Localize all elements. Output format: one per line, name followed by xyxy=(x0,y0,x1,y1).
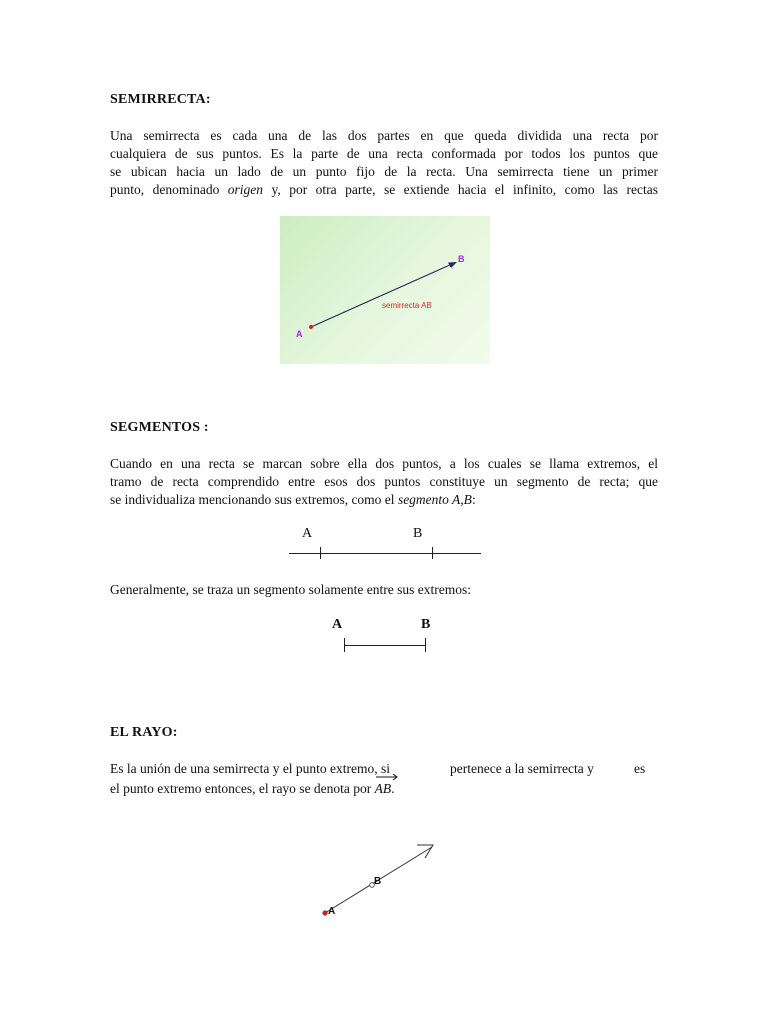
paragraph-line xyxy=(110,780,670,798)
paragraph-line xyxy=(110,181,658,199)
segment-tick-b xyxy=(425,638,426,652)
semirrecta-line xyxy=(311,264,452,327)
text-fragment: es xyxy=(634,761,646,776)
paragraph-line xyxy=(110,491,658,509)
rayo-heading: EL RAYO: xyxy=(110,725,178,740)
paragraph-line: Generalmente, se traza un segmento solamente entre sus extremos: xyxy=(110,582,471,597)
semirrecta-diagram xyxy=(280,216,490,364)
text-fragment: Es la unión de una semirrecta y el punto extremo, si xyxy=(110,761,391,776)
paragraph-line: cualquiera de sus puntos. Es la parte de una recta conformada por todos los puntos que xyxy=(110,146,658,161)
text-fragment: el punto extremo entonces, el rayo se denota por xyxy=(110,781,372,796)
paragraph-line: tramo de recta comprendido entre esos dos puntos constituye un segmento de recta; que xyxy=(110,474,658,489)
semirrecta-heading: SEMIRRECTA: xyxy=(110,92,211,107)
segment-tick-a xyxy=(320,547,321,559)
rayo-figure xyxy=(310,835,450,930)
text-fragment: y, por otra parte, se extiende hacia el infinito, como las rectas xyxy=(263,182,658,197)
text-fragment: : xyxy=(471,492,476,507)
segment-label-a: A xyxy=(302,526,313,541)
paragraph-line: Cuando en una recta se marcan sobre ella dos puntos, a los cuales se llama extremos, el xyxy=(110,456,658,471)
ray-notation xyxy=(374,780,395,798)
segment-label-b: B xyxy=(413,526,423,541)
paragraph-line: Una semirrecta es cada una de las dos partes en que queda dividida una recta por xyxy=(110,128,658,143)
segment-only-figure xyxy=(330,617,440,657)
segment-baseline xyxy=(344,645,425,646)
origen-term: origen xyxy=(227,182,264,197)
segment-ab-term: segmento A,B xyxy=(397,492,472,507)
point-b-label: B xyxy=(374,876,382,887)
segment-label-b: B xyxy=(421,617,431,632)
semirrecta-caption: semirrecta AB xyxy=(382,301,432,310)
text-fragment: . xyxy=(391,781,395,796)
point-a-dot xyxy=(309,325,313,329)
text-fragment: pertenece a la semirrecta y xyxy=(450,761,594,776)
text-fragment: punto, denominado xyxy=(110,182,228,197)
segmentos-paragraph xyxy=(110,455,658,509)
semirrecta-figure xyxy=(280,216,490,364)
point-b-label: B xyxy=(458,254,465,264)
point-a-label: A xyxy=(328,906,336,917)
segmentos-general-paragraph xyxy=(110,581,658,599)
segment-tick-b xyxy=(432,547,433,559)
segment-baseline xyxy=(289,553,481,554)
text-fragment: se individualiza mencionando sus extremos, como el xyxy=(110,492,398,507)
point-a-label: A xyxy=(296,329,303,339)
segment-line-figure xyxy=(285,526,485,566)
semirrecta-paragraph xyxy=(110,127,658,199)
point-a-dot xyxy=(323,911,328,916)
rayo-paragraph xyxy=(110,760,670,798)
segment-tick-a xyxy=(344,638,345,652)
vector-arrow-icon xyxy=(375,773,399,781)
segment-label-a: A xyxy=(332,617,343,632)
ray-notation-text: AB xyxy=(374,781,392,796)
paragraph-line: se ubican hacia un lado de un punto fijo de la recta. Una semirrecta tiene un primer xyxy=(110,164,658,179)
rayo-diagram xyxy=(310,835,450,930)
segmentos-heading: SEGMENTOS : xyxy=(110,420,209,435)
